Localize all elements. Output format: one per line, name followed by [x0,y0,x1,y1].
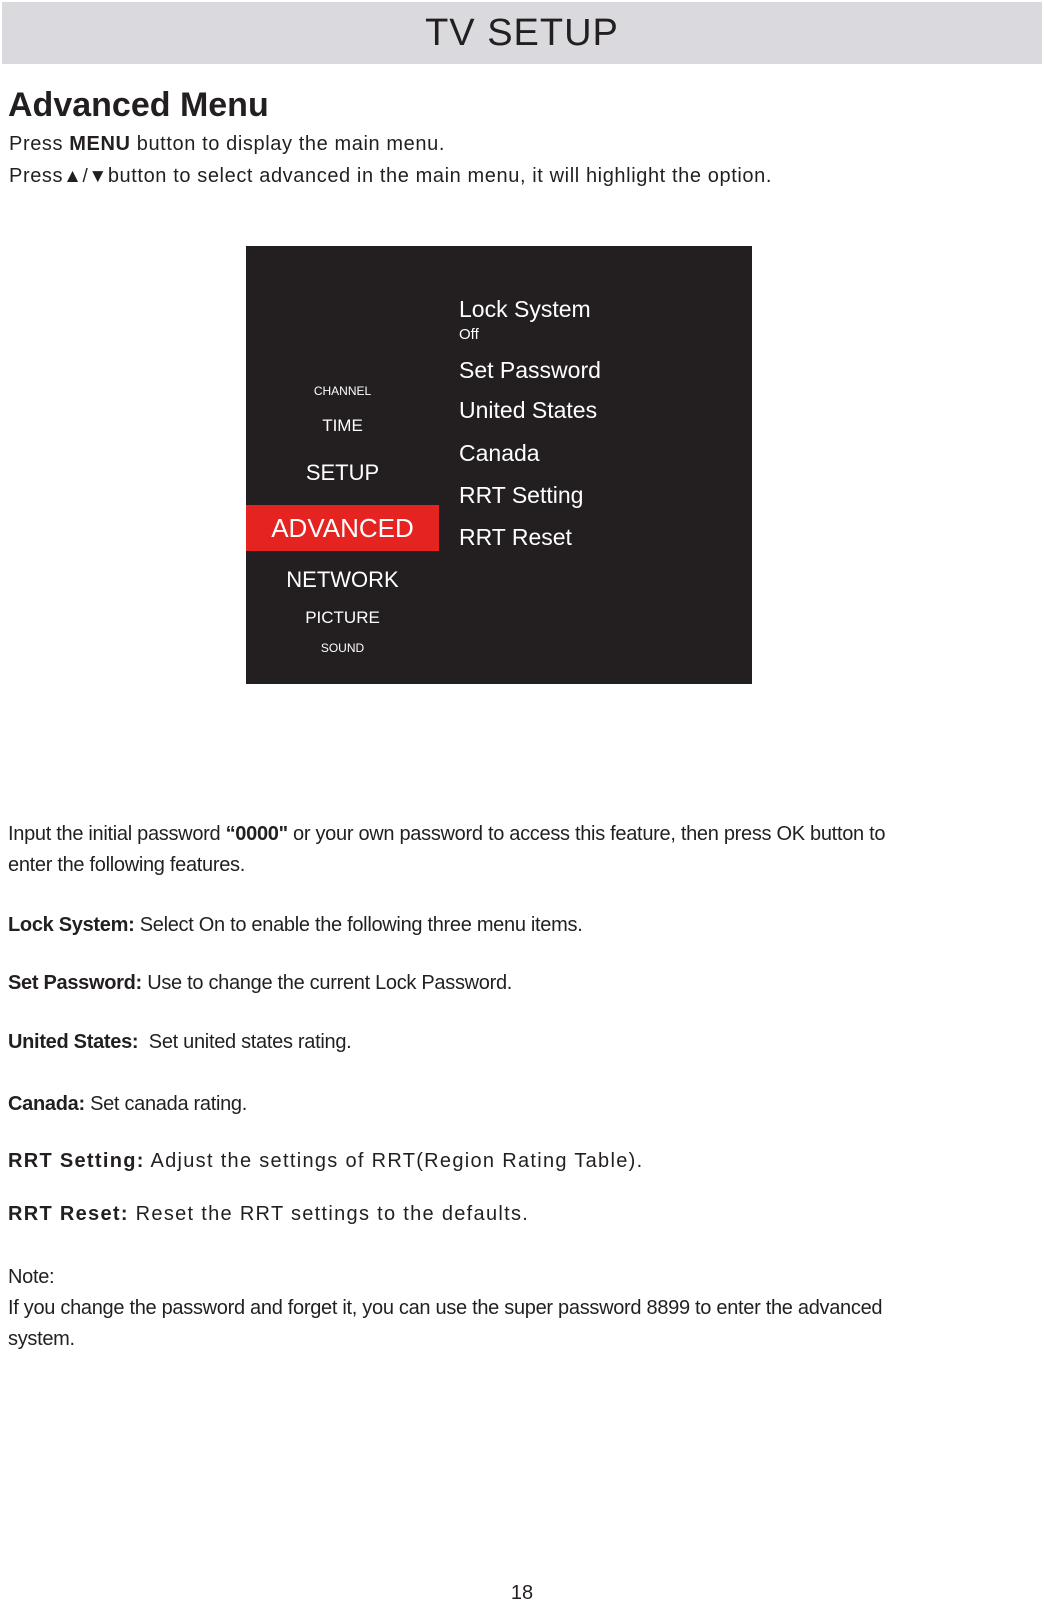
option-rrt-setting[interactable]: RRT Setting [459,482,584,508]
header-bar [2,2,1042,64]
term-description: Set canada rating. [84,1093,248,1115]
option-lock-system-value: Off [459,326,479,343]
term-label: RRT Reset: [8,1203,129,1225]
tv-main-menu [246,246,439,684]
intro-line-1 [8,819,885,850]
desc-rrt-reset [8,1199,529,1230]
term-label: Lock System: [8,914,135,936]
instruction-text: Press [9,165,64,187]
page-number: 18 [510,1582,534,1604]
default-password: “0000" [225,823,288,845]
option-canada[interactable]: Canada [459,440,540,466]
header-title: TV SETUP [425,11,619,54]
note-line-2: system. [8,1328,75,1350]
up-down-arrow-icon: ▲/▼ [63,166,108,187]
tv-menu-screen [246,246,752,684]
note-block [8,1262,882,1355]
option-lock-system[interactable]: Lock System [459,296,591,322]
menu-item-sound[interactable]: SOUND [320,641,365,655]
intro-line-2: enter the following features. [8,854,246,876]
desc-united-states [8,1027,351,1058]
intro-paragraph [8,819,885,881]
menu-key-label: MENU [69,133,131,155]
instruction-line-2 [9,165,772,188]
menu-item-time[interactable]: TIME [322,416,363,435]
desc-rrt-setting [8,1146,643,1177]
section-title: Advanced Menu [8,86,269,124]
term-description: Reset the RRT settings to the defaults. [128,1203,530,1225]
desc-lock-system [8,910,582,941]
term-label: Canada: [8,1093,85,1115]
instruction-line-1 [9,133,445,156]
instruction-text: Press [9,133,70,155]
instruction-text: button to display the main menu. [130,133,445,155]
term-description: Use to change the current Lock Password. [141,972,513,994]
intro-text: or your own password to access this feature, then press OK button to [287,823,886,845]
option-rrt-reset[interactable]: RRT Reset [459,524,572,550]
instruction-text: button to select advanced in the main menu, it will highlight the option. [107,165,773,187]
menu-item-picture[interactable]: PICTURE [305,608,380,627]
menu-item-setup[interactable]: SETUP [305,460,380,485]
menu-item-advanced-selected[interactable]: ADVANCED [246,505,439,551]
term-description: Set united states rating. [138,1031,352,1053]
term-label: RRT Setting: [8,1150,145,1172]
note-line-1: If you change the password and forget it, you can use the super password 8899 to enter the advanced [8,1297,883,1319]
term-label: Set Password: [8,972,142,994]
intro-text: Input the initial password [8,823,226,845]
desc-set-password [8,968,512,999]
option-united-states[interactable]: United States [459,397,598,423]
desc-canada [8,1089,247,1120]
term-description: Select On to enable the following three menu items. [134,914,583,936]
note-title: Note: [8,1266,55,1288]
term-label: United States: [8,1031,139,1053]
menu-item-network[interactable]: NETWORK [286,567,399,592]
term-description: Adjust the settings of RRT(Region Rating Table). [144,1150,644,1172]
option-set-password[interactable]: Set Password [459,357,601,383]
menu-item-channel[interactable]: CHANNEL [313,384,372,398]
